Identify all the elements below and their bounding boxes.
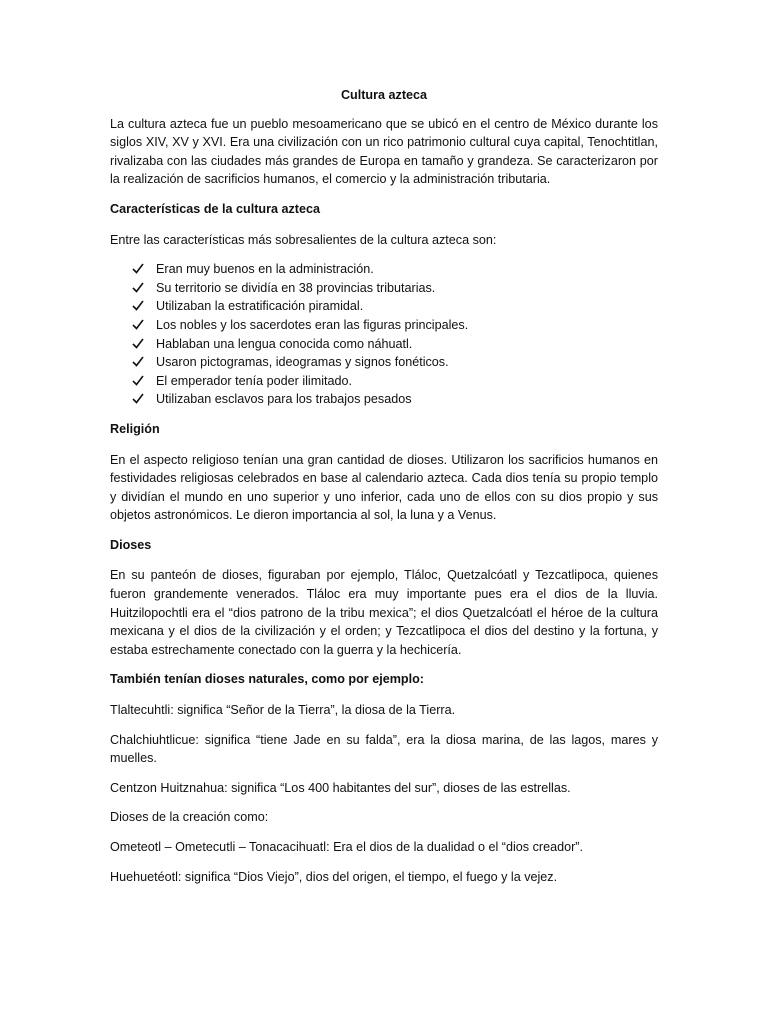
creation-god-paragraph: Ometeotl – Ometecutli – Tonacacihuatl: Era el dios de la dualidad o el “dios creador”. — [110, 840, 583, 854]
list-item-text: El emperador tenía poder ilimitado. — [156, 373, 353, 388]
list-item-text: Hablaban una lengua conocida como náhuatl. — [156, 336, 413, 351]
list-item — [110, 279, 658, 298]
list-item-text: Los nobles y los sacerdotes eran las figuras principales. — [156, 317, 469, 332]
list-item — [110, 335, 658, 354]
checkmark-icon — [132, 353, 146, 371]
religion-heading: Religión — [110, 421, 160, 436]
checkmark-icon — [132, 316, 146, 334]
list-item-text: Su territorio se dividía en 38 provincias tributarias. — [156, 280, 436, 295]
checkmark-icon — [132, 390, 146, 408]
checkmark-icon — [132, 297, 146, 315]
creation-god-paragraph: Huehuetéotl: significa “Dios Viejo”, dios del origen, el tiempo, el fuego y la vejez. — [110, 869, 558, 884]
checkmark-icon — [132, 372, 146, 390]
creation-gods-lead: Dioses de la creación como: — [110, 810, 269, 825]
checkmark-icon — [132, 279, 146, 297]
natural-god-paragraph: Centzon Huitznahua: significa “Los 400 habitantes del sur”, dioses de las estrellas. — [110, 780, 571, 795]
natural-god-paragraph: Chalchiuhtlicue: significa “tiene Jade en su falda”, era la diosa marina, de las lagos, mares y muelles. — [110, 732, 658, 766]
document-title: Cultura azteca — [340, 88, 428, 102]
list-item — [110, 260, 658, 279]
list-item — [110, 372, 658, 391]
list-item-text: Utilizaban esclavos para los trabajos pesados — [156, 392, 412, 407]
checkmark-icon — [132, 335, 146, 353]
characteristics-lead: Entre las características más sobresalientes de la cultura azteca son: — [110, 232, 497, 247]
characteristics-list — [110, 260, 658, 409]
natural-gods-heading: También tenían dioses naturales, como por ejemplo: — [110, 672, 424, 687]
intro-paragraph: La cultura azteca fue un pueblo mesoamericano que se ubicó en el centro de México durante los siglos XIV, XV y XVI. Era una civilización con un rico patrimonio cultural cuya capital, Tenochtitlan, rivalizaba con las ciudades más grandes de Europa en tamaño y grandeza. Se caracterizaron por la realización de sacrificios humanos, el comercio y la administración tributaria. — [110, 116, 658, 187]
list-item — [110, 353, 658, 372]
religion-paragraph: En el aspecto religioso tenían una gran cantidad de dioses. Utilizaron los sacrificios humanos en festividades religiosas celebrados en base al calendario azteca. Cada dios tenía su propio templo y dividían el mundo en uno superior y uno inferior, cada uno de ellos con su dios propio y sus objetos astronómicos. Le dieron importancia al sol, la luna y a Venus. — [110, 452, 658, 523]
characteristics-heading: Características de la cultura azteca — [110, 201, 321, 216]
gods-heading: Dioses — [110, 537, 152, 552]
list-item-text: Usaron pictogramas, ideogramas y signos fonéticos. — [156, 355, 449, 370]
checkmark-icon — [132, 260, 146, 278]
natural-god-paragraph: Tlaltecuhtli: significa “Señor de la Tierra”, la diosa de la Tierra. — [110, 703, 456, 718]
document-page — [110, 86, 658, 897]
list-item — [110, 297, 658, 316]
gods-paragraph: En su panteón de dioses, figuraban por ejemplo, Tláloc, Quetzalcóatl y Tezcatlipoca, quienes fueron grandemente venerados. Tláloc era muy importante pues era el dios de la lluvia. Huitzilopochtli era el “dios patrono de la tribu mexica”; el dios Quetzalcóatl el héroe de la cultura mexicana y el dios de la civilización y el orden; y Tezcatlipoca el dios del destino y la fortuna, y estaba estrechamente conectado con la guerra y la hechicería. — [110, 568, 658, 657]
list-item-text: Eran muy buenos en la administración. — [156, 262, 374, 277]
list-item — [110, 316, 658, 335]
list-item — [110, 390, 658, 409]
list-item-text: Utilizaban la estratificación piramidal. — [156, 299, 364, 314]
